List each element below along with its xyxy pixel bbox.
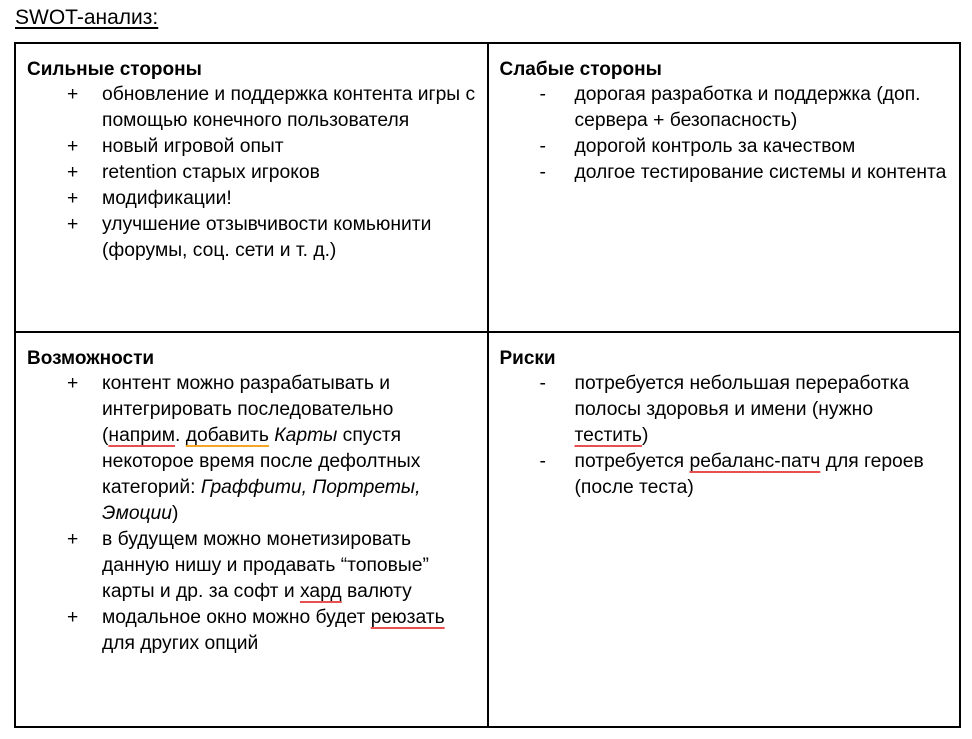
item-text: в будущем можно монетизировать данную нишу и продавать “топовые” карты и др. за софт и (102, 529, 429, 602)
list-item (27, 527, 477, 605)
spelling-error-text[interactable]: тестить (574, 425, 642, 446)
item-text: потребуется (574, 451, 690, 472)
weaknesses-heading: Слабые стороны (499, 59, 662, 80)
dash-bullet-icon: - (539, 84, 546, 105)
item-text: новый игровой опыт (102, 136, 284, 157)
list-item (500, 449, 950, 501)
spelling-error-text[interactable]: реюзать (370, 607, 445, 628)
document-title: SWOT-анализ: (15, 6, 159, 29)
list-item (27, 186, 477, 212)
list-item (27, 134, 477, 160)
item-text: улучшение отзывчивости комьюнити (форумы, соц. сети и т. д.) (102, 214, 432, 261)
strengths-list (27, 82, 477, 264)
item-text: дорогая разработка и поддержка (доп. сервера + безопасность) (574, 84, 921, 131)
cell-weaknesses[interactable] (488, 43, 961, 332)
swot-table (14, 42, 961, 728)
opportunities-list (27, 371, 477, 657)
item-text: дорогой контроль за качеством (574, 136, 856, 157)
list-item (500, 134, 950, 160)
spelling-error-text[interactable]: хард (300, 581, 342, 602)
threats-heading: Риски (499, 348, 556, 369)
dash-bullet-icon: - (539, 373, 546, 394)
weaknesses-list (500, 82, 950, 186)
item-text: обновление и поддержка контента игры с помощью конечного пользователя (102, 84, 476, 131)
plus-bullet-icon: + (67, 162, 79, 183)
item-text: ) (641, 425, 649, 446)
opportunities-heading: Возможности (27, 348, 155, 369)
italic-text: Карты (274, 425, 338, 446)
list-item (500, 371, 950, 449)
spelling-error-text[interactable]: наприм (108, 425, 175, 446)
item-text: для других опций (102, 633, 259, 654)
cell-strengths[interactable] (15, 43, 488, 332)
strengths-heading: Сильные стороны (27, 59, 202, 80)
cell-opportunities[interactable] (15, 332, 488, 727)
list-item (500, 82, 950, 134)
plus-bullet-icon: + (67, 84, 79, 105)
spelling-error-text[interactable]: ребаланс-патч (689, 451, 821, 472)
plus-bullet-icon: + (67, 529, 79, 550)
dash-bullet-icon: - (539, 162, 546, 183)
list-item (27, 605, 477, 657)
italic-text: Граффити, Портреты, Эмоции (102, 477, 421, 524)
dash-bullet-icon: - (539, 451, 546, 472)
item-text: валюту (341, 581, 412, 602)
item-text: ) (172, 503, 179, 524)
plus-bullet-icon: + (67, 373, 79, 394)
list-item (27, 82, 477, 134)
plus-bullet-icon: + (67, 214, 79, 235)
list-item (500, 160, 950, 186)
list-item (27, 212, 477, 264)
item-text: модальное окно можно будет (102, 607, 371, 628)
list-item (27, 160, 477, 186)
item-text: для героев (после теста) (574, 451, 924, 498)
item-text: модификации! (102, 188, 232, 209)
item-text: потребуется небольшая переработка полосы здоровья и имени (нужно (574, 373, 910, 420)
item-text: спустя некоторое время после дефолтных категорий: (102, 425, 421, 498)
item-text: retention старых игроков (102, 162, 320, 183)
plus-bullet-icon: + (67, 607, 79, 628)
item-text: долгое тестирование системы и контента (574, 162, 947, 183)
grammar-suggestion-text[interactable]: добавить (185, 425, 269, 446)
item-text: . (174, 425, 186, 446)
item-text: контент можно разрабатывать и интегрировать последовательно ( (102, 373, 394, 446)
threats-list (500, 371, 950, 501)
plus-bullet-icon: + (67, 136, 79, 157)
plus-bullet-icon: + (67, 188, 79, 209)
dash-bullet-icon: - (539, 136, 546, 157)
cell-threats[interactable] (488, 332, 961, 727)
list-item (27, 371, 477, 527)
